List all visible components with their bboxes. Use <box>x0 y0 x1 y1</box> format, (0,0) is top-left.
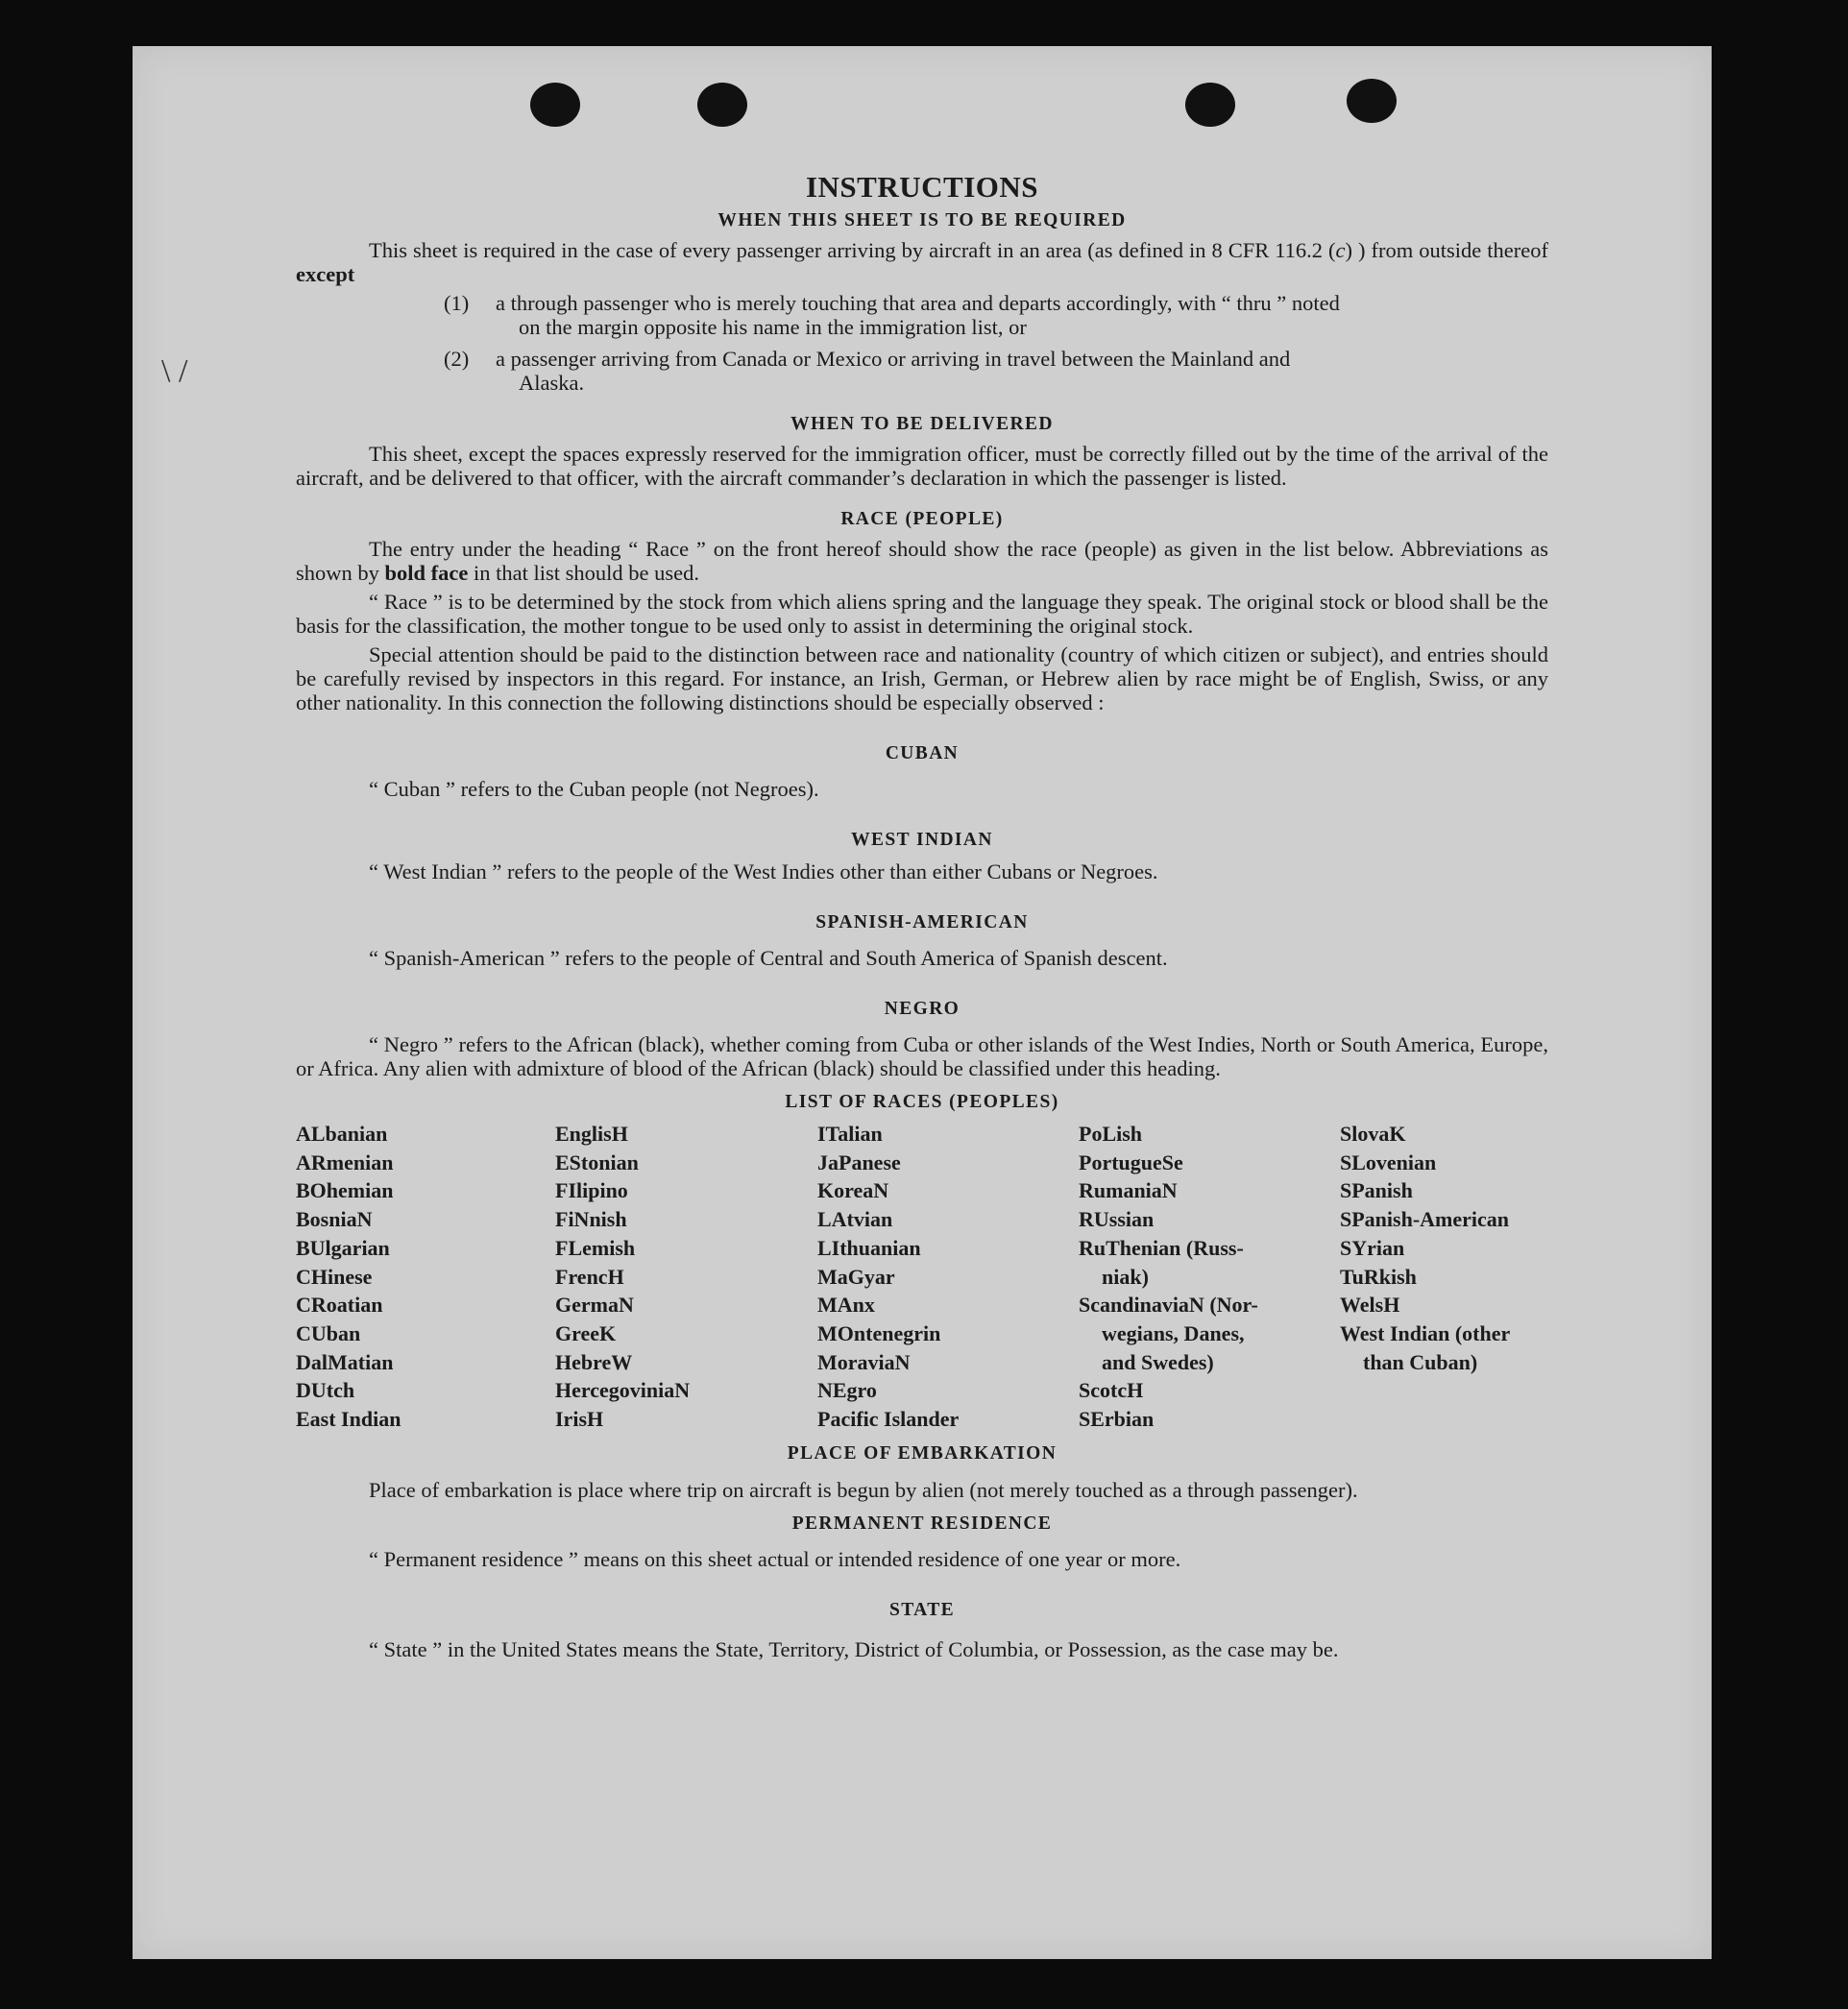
race-item: CHinese <box>296 1264 373 1289</box>
section-heading-race: RACE (PEOPLE) <box>840 509 1004 529</box>
residence-paragraph: “ Permanent residence ” means on this sheet actual or intended residence of one year or more. <box>369 1546 1181 1571</box>
section-heading-west-indian: WEST INDIAN <box>851 830 993 850</box>
instructions-body <box>296 170 1548 1666</box>
race-item: SErbian <box>1079 1407 1155 1432</box>
race-item: DalMatian <box>296 1349 394 1374</box>
section-heading-cuban: CUBAN <box>885 743 960 763</box>
section-heading-required: WHEN THIS SHEET IS TO BE REQUIRED <box>717 210 1127 230</box>
race-item: TuRkish <box>1340 1264 1417 1289</box>
races-column-1 <box>296 1120 555 1434</box>
race-item: SPanish <box>1340 1178 1413 1203</box>
race-item: RUssian <box>1079 1207 1155 1232</box>
section-heading-negro: NEGRO <box>884 999 960 1019</box>
race-item: and Swedes) <box>1102 1349 1214 1374</box>
race-item: RuThenian (Russ- <box>1079 1235 1244 1260</box>
west-indian-paragraph: “ West Indian ” refers to the people of the West Indies other than either Cubans or Negroes. <box>369 859 1158 883</box>
punch-hole <box>1347 79 1397 123</box>
race-item: West Indian (other <box>1340 1320 1511 1345</box>
races-column-5 <box>1340 1120 1548 1434</box>
race-item: SYrian <box>1340 1235 1405 1260</box>
race-item: CRoatian <box>296 1293 383 1318</box>
race-item: DUtch <box>296 1378 355 1403</box>
race-item: ALbanian <box>296 1122 388 1146</box>
race-paragraph-1: The entry under the heading “ Race ” on the front hereof should show the race (people) as given in the list below. Abbreviations as shown by bold face in that list should be used. <box>296 537 1548 585</box>
race-item: KoreaN <box>817 1178 889 1203</box>
race-item: PoLish <box>1079 1122 1143 1146</box>
race-item: FrencH <box>555 1264 624 1289</box>
races-column-3 <box>817 1120 1079 1434</box>
race-item: CUban <box>296 1320 361 1345</box>
negro-paragraph: “ Negro ” refers to the African (black), whether coming from Cuba or other islands of the West Indies, North or South America, Europe, or Africa. Any alien with admixture of blood of the African (black) should be classified under this heading. <box>296 1032 1548 1080</box>
race-item: MOntenegrin <box>817 1320 941 1345</box>
race-item: SPanish-American <box>1340 1207 1509 1232</box>
punch-hole <box>697 83 747 127</box>
embarkation-paragraph: Place of embarkation is place where trip on aircraft is begun by alien (not merely touched as a through passenger). <box>369 1477 1358 1502</box>
race-item: GermaN <box>555 1293 634 1318</box>
race-item: than Cuban) <box>1363 1349 1478 1374</box>
race-item: SLovenian <box>1340 1150 1437 1174</box>
race-item: FiNnish <box>555 1207 627 1232</box>
race-item: wegians, Danes, <box>1102 1320 1245 1345</box>
race-item: HercegoviniaN <box>555 1378 691 1403</box>
section-heading-spanish-american: SPANISH-AMERICAN <box>815 912 1029 932</box>
race-item: ScotcH <box>1079 1378 1144 1403</box>
race-item: PortugueSe <box>1079 1150 1183 1174</box>
race-item: MoraviaN <box>817 1349 911 1374</box>
race-paragraph-3: Special attention should be paid to the distinction between race and nationality (country of which citizen or subject), and entries should be carefully revised by inspectors in this regard. For instance, an Irish, German, or Hebrew alien by race might be of English, Swiss, or any other nationality. In this connection the following distinctions should be especially observed : <box>296 642 1548 714</box>
race-item: LIthuanian <box>817 1235 921 1260</box>
race-item: WelsH <box>1340 1293 1400 1318</box>
required-paragraph: This sheet is required in the case of every passenger arriving by aircraft in an area (as defined in 8 CFR 116.2 (c) ) from outside thereof except <box>296 238 1548 286</box>
race-item: East Indian <box>296 1407 401 1432</box>
race-item: NEgro <box>817 1378 877 1403</box>
race-item: EnglisH <box>555 1122 628 1146</box>
race-item: JaPanese <box>817 1150 901 1174</box>
race-item: Pacific Islander <box>817 1407 960 1432</box>
race-item: ARmenian <box>296 1150 394 1174</box>
race-item: ScandinaviaN (Nor- <box>1079 1293 1258 1318</box>
race-item: FLemish <box>555 1235 636 1260</box>
delivered-paragraph: This sheet, except the spaces expressly reserved for the immigration officer, must be correctly filled out by the time of the arrival of the aircraft, and be delivered to that officer, with the aircraft commander’s declaration in which the passenger is listed. <box>296 442 1548 490</box>
race-item: MaGyar <box>817 1264 895 1289</box>
race-item: niak) <box>1102 1264 1149 1289</box>
races-column-2 <box>555 1120 817 1434</box>
exception-2: (2) a passenger arriving from Canada or Mexico or arriving in travel between the Mainland and Alaska. <box>444 347 1291 395</box>
punch-hole <box>530 83 580 127</box>
races-column-4 <box>1079 1120 1340 1434</box>
race-item: ITalian <box>817 1122 883 1146</box>
cuban-paragraph: “ Cuban ” refers to the Cuban people (not Negroes). <box>369 777 819 801</box>
section-heading-embarkation: PLACE OF EMBARKATION <box>787 1442 1058 1464</box>
race-item: GreeK <box>555 1320 617 1345</box>
section-heading-races-list: LIST OF RACES (PEOPLES) <box>785 1092 1059 1112</box>
race-item: BOhemian <box>296 1178 394 1203</box>
race-paragraph-2: “ Race ” is to be determined by the stock from which aliens spring and the language they speak. The original stock or blood shall be the basis for the classification, the mother tongue to be used only to assist in determining the original stock. <box>296 590 1548 638</box>
race-item: FIlipino <box>555 1178 628 1203</box>
punch-hole <box>1185 83 1235 127</box>
section-heading-delivered: WHEN TO BE DELIVERED <box>790 414 1054 434</box>
exception-1: (1) a through passenger who is merely touching that area and departs accordingly, with “ thru ” noted on the margin opposite his name in the immigration list, or <box>444 291 1340 339</box>
pencil-mark: \ / <box>161 353 188 389</box>
race-item: HebreW <box>555 1349 633 1374</box>
page-title: INSTRUCTIONS <box>805 170 1038 204</box>
race-item: LAtvian <box>817 1207 893 1232</box>
race-item: MAnx <box>817 1293 875 1318</box>
race-item: EStonian <box>555 1150 639 1174</box>
state-paragraph: “ State ” in the United States means the State, Territory, District of Columbia, or Possession, as the case may be. <box>369 1636 1339 1661</box>
section-heading-residence: PERMANENT RESIDENCE <box>791 1513 1053 1534</box>
race-item: RumaniaN <box>1079 1178 1178 1203</box>
spanish-american-paragraph: “ Spanish-American ” refers to the people of Central and South America of Spanish descent. <box>369 946 1168 970</box>
race-item: IrisH <box>555 1407 604 1432</box>
race-item: BUlgarian <box>296 1235 390 1260</box>
races-list <box>296 1120 1548 1434</box>
race-item: BosniaN <box>296 1207 373 1232</box>
race-item: SlovaK <box>1340 1122 1406 1146</box>
section-heading-state: STATE <box>888 1599 956 1620</box>
